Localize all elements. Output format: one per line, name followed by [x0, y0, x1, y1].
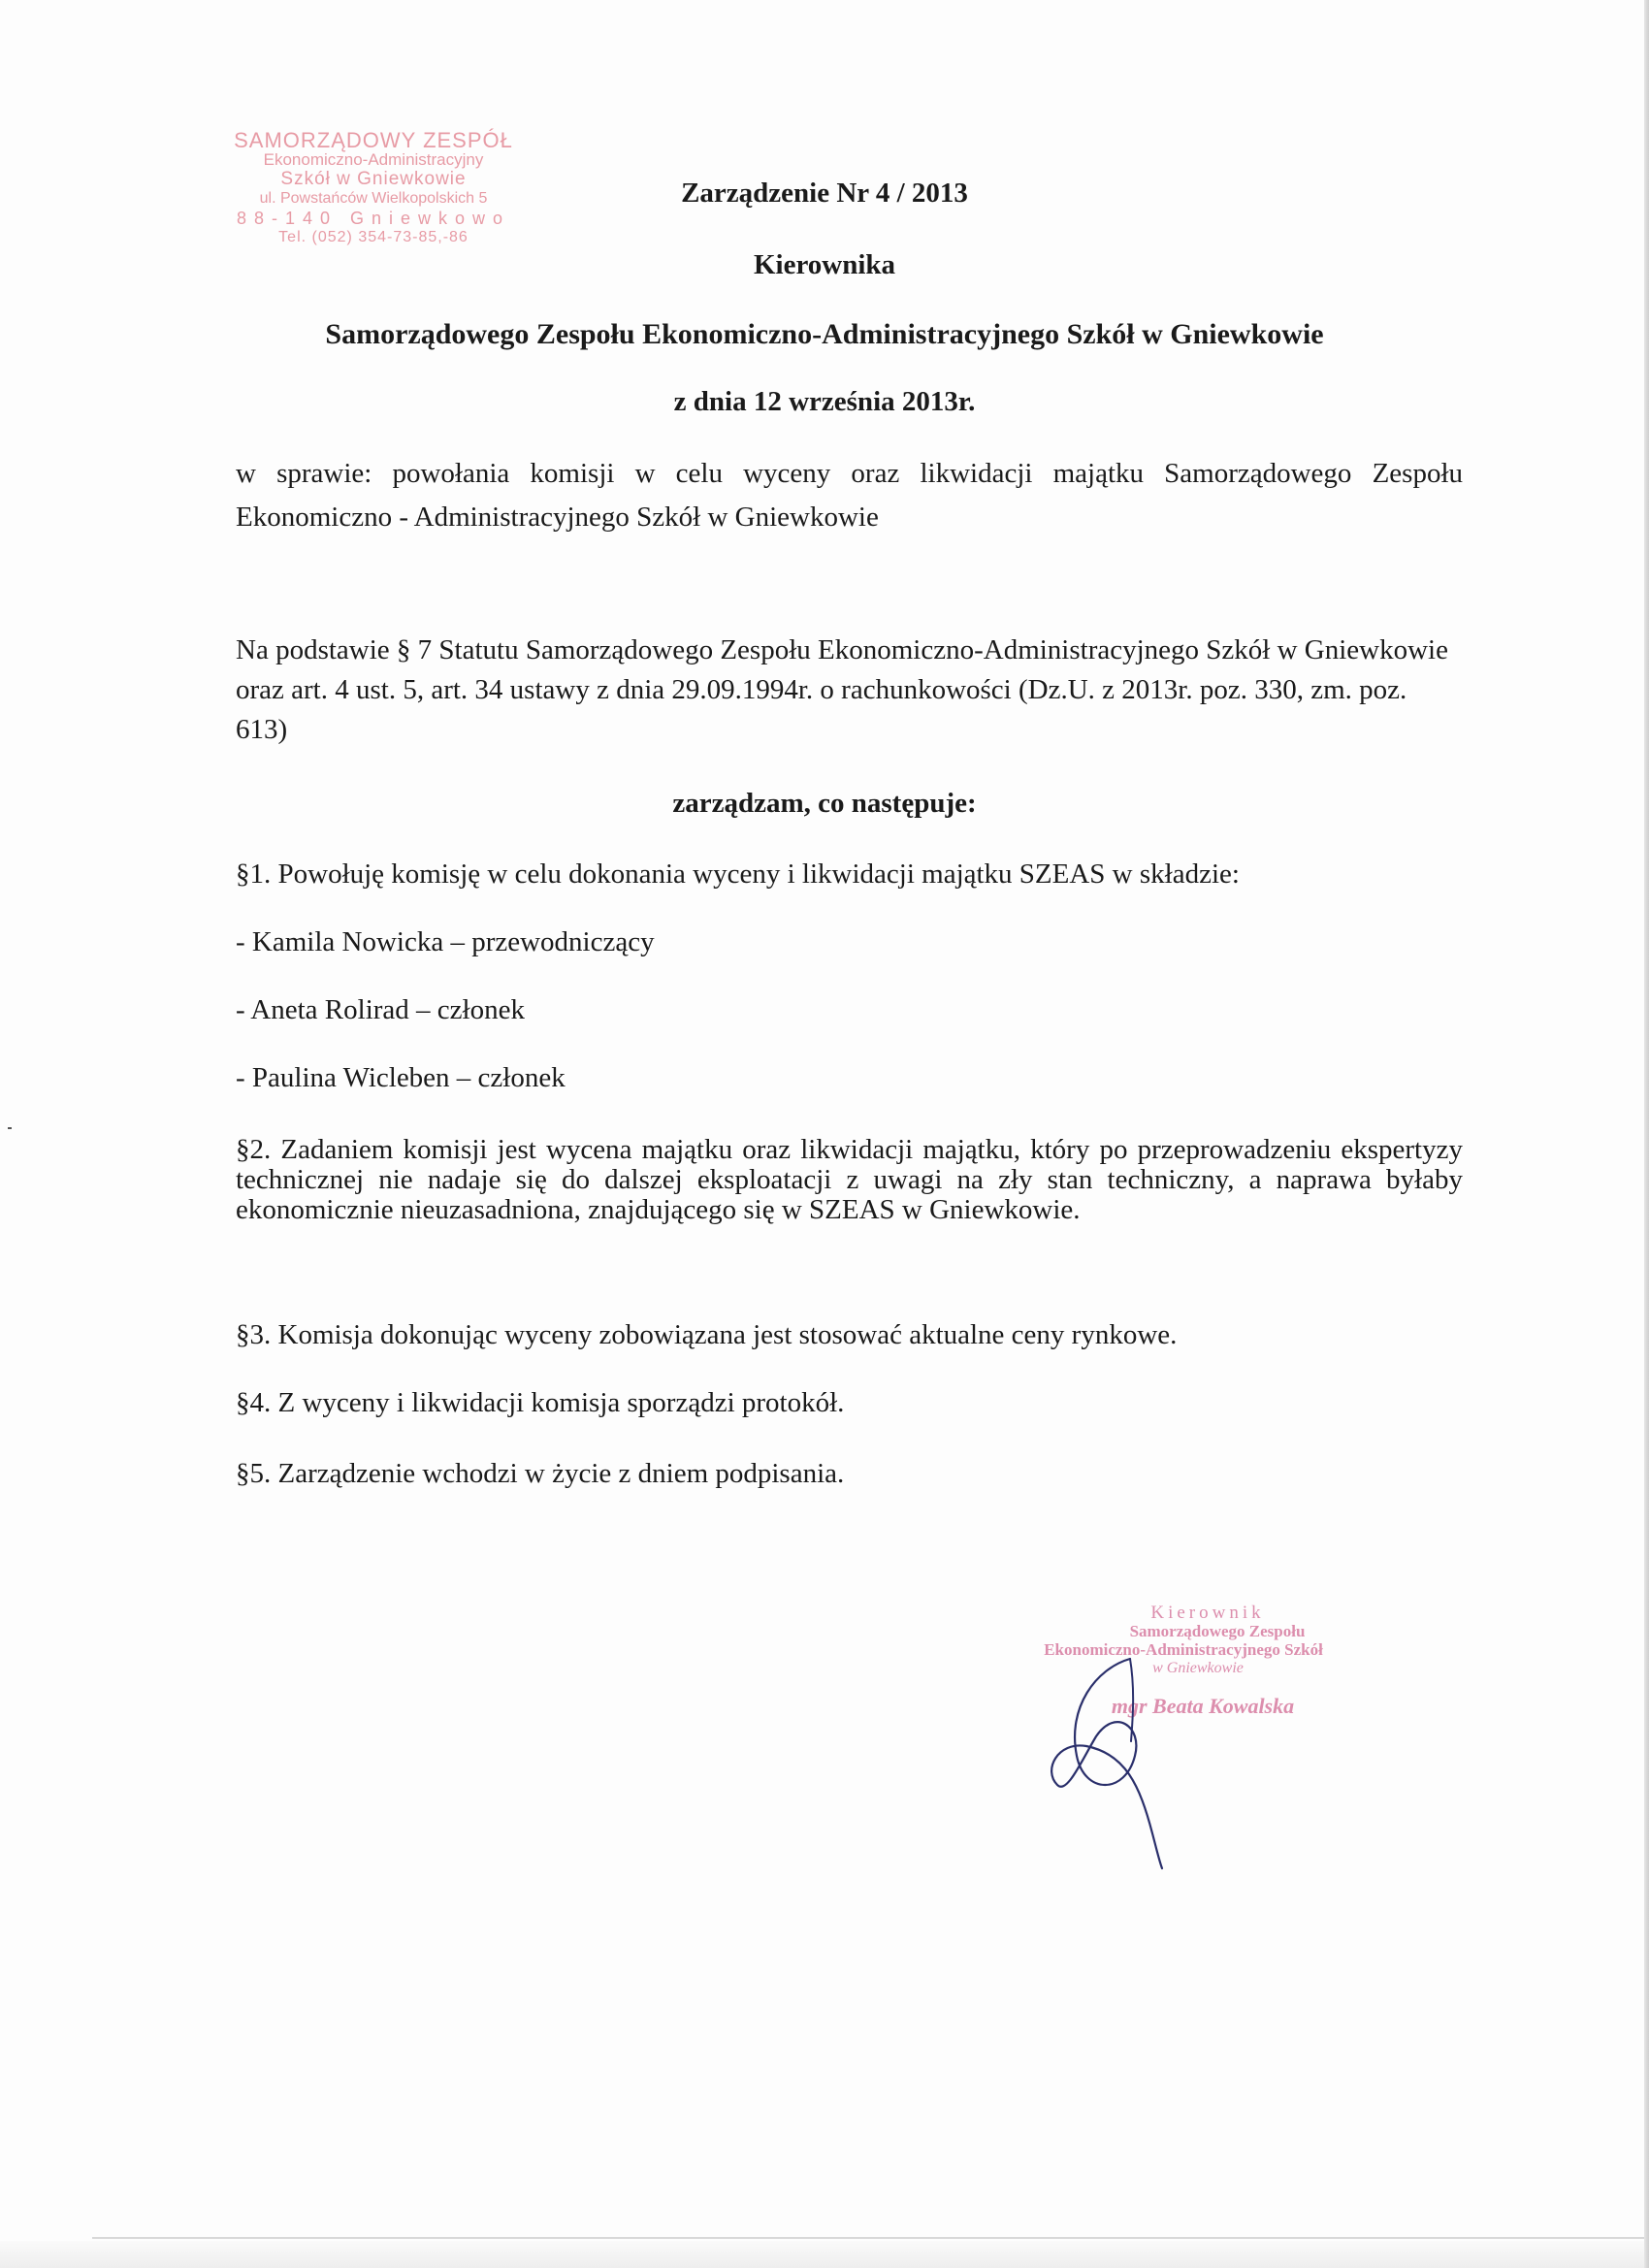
subject-text: w sprawie: powołania komisji w celu wyceny oraz likwidacji majątku Samorządowego Zespołu Ekonomiczno - Administracyjnego Szkół w Gniewkowie [236, 458, 1463, 533]
stamp-line: Ekonomiczno-Administracyjny [263, 150, 484, 169]
paragraph-number: §3. [236, 1319, 272, 1350]
committee-member: - Kamila Nowicka – przewodniczący [236, 926, 655, 957]
paragraph-5 [236, 1458, 1463, 1490]
scan-edge-shadow [0, 2241, 1649, 2268]
signature-stamp-line: Kierownik [1150, 1603, 1265, 1623]
stamp-line: 88-140 Gniewkowo [236, 209, 511, 228]
legal-basis-text: Na podstawie § 7 Statutu Samorządowego Zespołu Ekonomiczno-Administracyjnego Szkół w Gniewkowie oraz art. 4 ust. 5, art. 34 ustawy z dnia 29.09.1994r. o rachunkowości (Dz.U. z 2013r. poz. 330, zm. poz. 613) [236, 634, 1448, 745]
scan-artifact [8, 1127, 12, 1129]
paragraph-text: Powołuję komisję w celu dokonania wyceny i likwidacji majątku SZEAS w składzie: [271, 859, 1240, 890]
stamp-line: SAMORZĄDOWY ZESPÓŁ [234, 128, 513, 152]
document-date: z dnia 12 września 2013r. [673, 386, 976, 417]
signature-stamp-line: mgr Beata Kowalska [1111, 1694, 1295, 1718]
paragraph-text: Komisja dokonując wyceny zobowiązana jest stosować aktualne ceny rynkowe. [271, 1319, 1178, 1350]
institution-name: Samorządowego Zespołu Ekonomiczno-Administracyjnego Szkół w Gniewkowie [325, 318, 1324, 350]
paragraph-2 [236, 1135, 1463, 1225]
paragraph-4 [236, 1387, 1463, 1419]
signature-stamp-line: w Gniewkowie [1152, 1660, 1244, 1676]
stamp-line: Szkół w Gniewkowie [280, 169, 467, 189]
paragraph-number: §1. [236, 859, 272, 890]
decree-heading: zarządzam, co następuje: [672, 788, 977, 819]
signature-stamp-line: Ekonomiczno-Administracyjnego Szkół [1044, 1640, 1323, 1659]
committee-member: - Aneta Rolirad – członek [236, 994, 525, 1025]
paragraph-text: Zadaniem komisji jest wycena majątku oraz likwidacji majątku, który po przeprowadzeniu ekspertyzy technicznej nie nadaje się do dalszej eksploatacji z uwagi na zły stan techniczny, a naprawa byłaby ekonomicznie nieuzasadniona, znajdującego się w SZEAS w Gniewkowie. [236, 1134, 1463, 1225]
committee-member: - Paulina Wicleben – członek [236, 1062, 566, 1093]
document-title: Zarządzenie Nr 4 / 2013 [681, 178, 968, 209]
signature-stamp-line: Samorządowego Zespołu [1129, 1622, 1306, 1640]
scan-edge-line [92, 2237, 1649, 2239]
paragraph-1 [236, 859, 1463, 891]
paragraph-number: §2. [236, 1134, 272, 1165]
paragraph-3 [236, 1319, 1463, 1351]
stamp-line: Tel. (052) 354-73-85,-86 [278, 229, 469, 245]
issuer-role: Kierownika [753, 249, 896, 280]
paragraph-text: Zarządzenie wchodzi w życie z dniem podpisania. [271, 1458, 845, 1489]
handwritten-signature [1038, 1649, 1193, 1872]
paragraph-text: Z wyceny i likwidacji komisja sporządzi protokół. [271, 1387, 845, 1418]
paragraph-number: §5. [236, 1458, 272, 1489]
stamp-line: ul. Powstańców Wielkopolskich 5 [259, 190, 488, 207]
scan-edge-right [1644, 0, 1649, 2268]
paragraph-number: §4. [236, 1387, 272, 1418]
